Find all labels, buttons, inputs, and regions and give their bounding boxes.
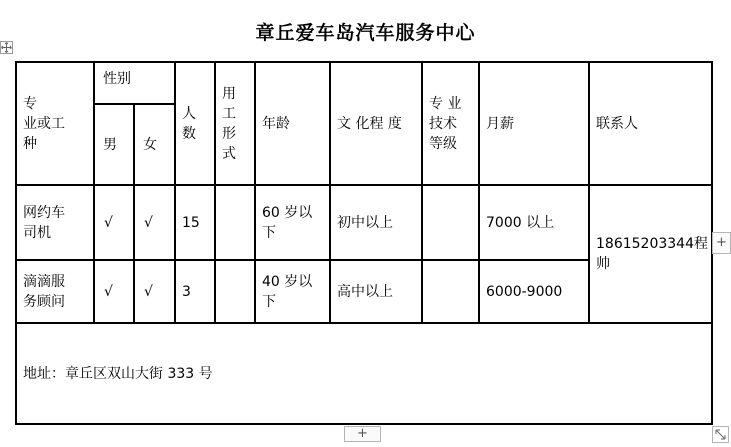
- cell-age[interactable]: [255, 185, 330, 260]
- salary-text: 7000 以上: [486, 214, 555, 231]
- education-text: 初中以上: [337, 214, 393, 231]
- male-check: √: [104, 283, 113, 300]
- header-salary[interactable]: [479, 62, 589, 185]
- cell-age[interactable]: [255, 260, 330, 323]
- count-text: 3: [182, 283, 191, 300]
- recruitment-table: [15, 61, 713, 425]
- header-employment-form-label: 用 工 形 式: [222, 85, 236, 162]
- cell-salary[interactable]: [479, 185, 589, 260]
- cell-address[interactable]: [16, 323, 712, 424]
- header-row-1: [16, 62, 712, 104]
- cell-job-type[interactable]: [16, 185, 94, 260]
- header-employment-form[interactable]: [215, 62, 255, 185]
- header-skill-level-label: 专 业 技术 等级: [429, 95, 462, 152]
- header-female[interactable]: [134, 104, 175, 185]
- document-title: 章丘爱车岛汽车服务中心: [255, 22, 476, 44]
- age-text: 60 岁以 下: [262, 204, 313, 241]
- cell-female[interactable]: [134, 185, 175, 260]
- cell-skill-level[interactable]: [422, 260, 479, 323]
- add-row-button[interactable]: +: [344, 426, 381, 442]
- header-contact-label: 联系人: [596, 115, 638, 132]
- header-salary-label: 月薪: [486, 115, 514, 132]
- cell-male[interactable]: [94, 185, 134, 260]
- header-gender[interactable]: [94, 62, 175, 104]
- job-type-text: 网约车 司机: [23, 204, 65, 241]
- cell-male[interactable]: [94, 260, 134, 323]
- cell-skill-level[interactable]: [422, 185, 479, 260]
- header-male[interactable]: [94, 104, 134, 185]
- header-count-label: 人 数: [182, 105, 196, 142]
- male-check: √: [104, 214, 113, 231]
- header-count[interactable]: [175, 62, 215, 185]
- salary-text: 6000-9000: [486, 283, 563, 300]
- table-resize-handle[interactable]: [712, 426, 729, 443]
- header-job-type[interactable]: [16, 62, 94, 185]
- resize-icon: [713, 427, 728, 442]
- header-contact[interactable]: [589, 62, 712, 185]
- header-age-label: 年龄: [262, 115, 290, 132]
- cell-contact[interactable]: [589, 185, 712, 323]
- header-skill-level[interactable]: [422, 62, 479, 185]
- header-education-label: 文 化程 度: [337, 115, 402, 132]
- female-check: √: [144, 214, 153, 231]
- address-text: 地址：章丘区双山大街 333 号: [23, 365, 213, 382]
- cell-count[interactable]: [175, 260, 215, 323]
- cell-salary[interactable]: [479, 260, 589, 323]
- female-check: √: [144, 283, 153, 300]
- header-age[interactable]: [255, 62, 330, 185]
- add-column-button[interactable]: +: [712, 232, 731, 254]
- header-gender-label: 性别: [103, 71, 131, 87]
- table-move-handle[interactable]: [0, 41, 13, 54]
- cell-education[interactable]: [330, 185, 422, 260]
- header-job-type-label: 专 业或工 种: [23, 95, 65, 152]
- contact-text: 18615203344程 帅: [596, 236, 708, 272]
- cell-count[interactable]: [175, 185, 215, 260]
- recruitment-table-wrapper: [15, 61, 713, 425]
- header-female-label: 女: [143, 136, 157, 153]
- count-text: 15: [182, 214, 200, 231]
- education-text: 高中以上: [337, 283, 393, 300]
- move-icon: [1, 42, 12, 53]
- cell-job-type[interactable]: [16, 260, 94, 323]
- job-type-text: 滴滴服 务顾问: [23, 273, 65, 310]
- address-row: [16, 323, 712, 424]
- header-male-label: 男: [103, 136, 117, 153]
- cell-employment-form[interactable]: [215, 185, 255, 260]
- cell-female[interactable]: [134, 260, 175, 323]
- age-text: 40 岁以 下: [262, 273, 313, 310]
- cell-education[interactable]: [330, 260, 422, 323]
- cell-employment-form[interactable]: [215, 260, 255, 323]
- table-row: [16, 185, 712, 260]
- header-education[interactable]: [330, 62, 422, 185]
